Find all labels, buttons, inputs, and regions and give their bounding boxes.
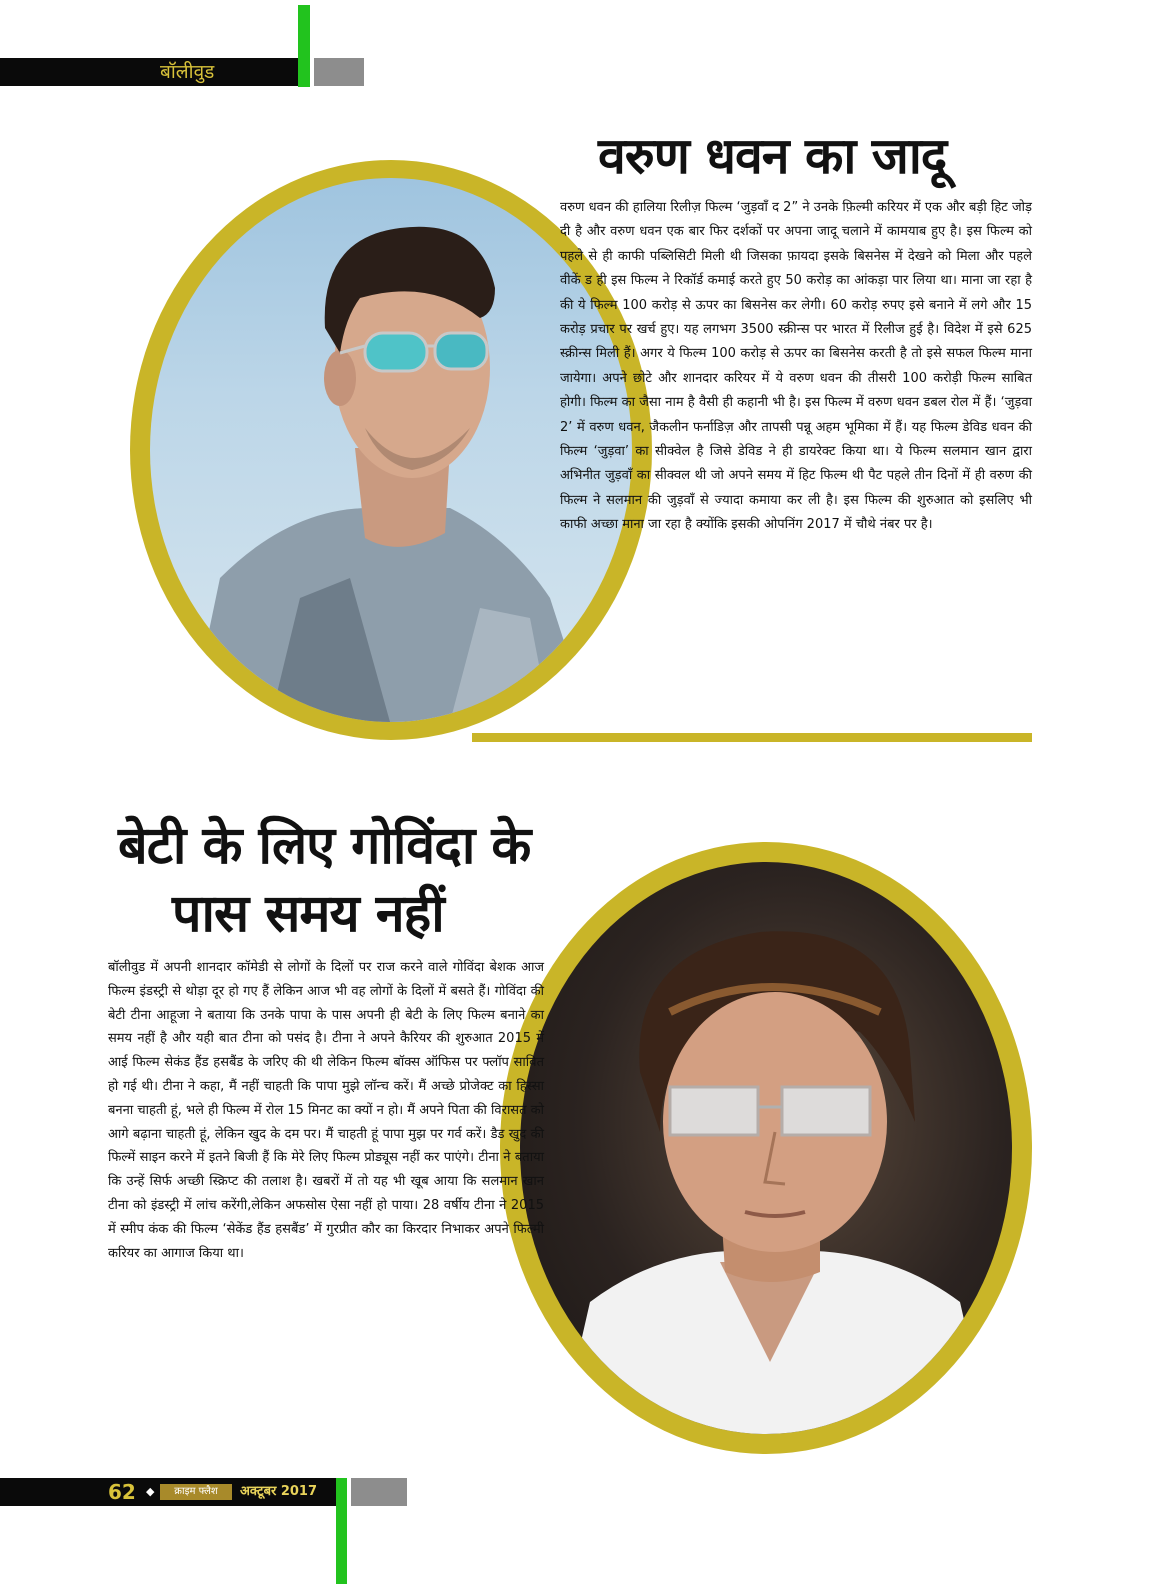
article-2-body: बॉलीवुड में अपनी शानदार कॉमेडी से लोगों के दिलों पर राज करने वाले गोविंदा बेशक आज फिल्म इंडस्ट्री से थोड़ा दूर हो गए हैं लेकिन आज भी वह लोगों के दिलों में बसते हैं। गोविंदा की बेटी टीना आहूजा ने बताया कि उनके पापा के पास अपनी ही बेटी के लिए फिल्म बनाने का समय नहीं है और यही बात टीना को पसंद है। टीना ने अपने कैरियर की शुरुआत 2015 में आई फिल्म सेकंड हैंड हसबैंड के जरिए की थी लेकिन फिल्म बॉक्स ऑफिस पर फ्लॉप साबित हो गई थी। टीना ने कहा, मैं नहीं चाहती कि पापा मुझे लॉन्च करें। मैं अच्छे प्रोजेक्ट का हिस्सा बनना चाहती हूं, भले ही फिल्म में रोल 15 मिनट का क्यों न हो। मैं अपने पिता की विरासत को आगे बढ़ाना चाहती हूं, लेकिन खुद के दम पर। मैं चाहती हूं पापा मुझ पर गर्व करें। डैड खुद की फिल्में साइन करने में इतने बिजी हैं कि मेरे लिए फिल्म प्रोड्यूस नहीं कर पाएंगे। टीना ने बताया कि उन्हें सिर्फ अच्छी स्क्रिप्ट की तलाश है। खबरों में तो यह भी खूब आया कि सलमान खान टीना को इंडस्ट्री में लांच करेंगी,लेकिन अफसोस ऐसा नहीं हो पाया। 28 वर्षीय टीना ने 2015 में स्मीप कंक की फिल्म ‘सेकेंड हैंड हसबैंड’ में गुरप्रीत कौर का किरदार निभाकर अपने फिल्मी करियर का आगाज किया था। bbox=[108, 960, 544, 1261]
page-number: 62 bbox=[108, 1480, 136, 1504]
article-2-title-line-2: पास समय नहीं bbox=[172, 884, 444, 944]
footer-green-rule bbox=[336, 1478, 347, 1584]
issue-date: अक्टूबर 2017 bbox=[240, 1484, 318, 1499]
govinda-photo bbox=[520, 862, 1012, 1434]
portrait-illustration-2 bbox=[520, 862, 1012, 1434]
article-2-title-line-1: बेटी के लिए गोविंदा के bbox=[118, 816, 531, 876]
section-label: बॉलीवुड bbox=[160, 61, 215, 83]
article-1-underline-bar bbox=[472, 733, 1032, 742]
footer-gray-block bbox=[351, 1478, 407, 1506]
header-gray-block bbox=[314, 58, 364, 86]
header-green-rule bbox=[298, 5, 310, 87]
article-1-body: वरुण धवन की हालिया रिलीज़ फिल्म ‘जुड़वाँ द 2” ने उनके फ़िल्मी करियर में एक और बड़ी हिट जोड़ दी है और वरुण धवन एक बार फिर दर्शकों पर अपना जादू चलाने में कामयाब हुए है। इस फिल्म को पहले से ही काफी पब्लिसिटी मिली थी जिसका फ़ायदा इसके बिसनेस में देखने को मिला और पहले वीकें ड ही इस फिल्म ने रिकॉर्ड कमाई करते हुए 50 करोड़ का आंकड़ा पार लिया था। माना जा रहा है की ये फिल्म 100 करोड़ से ऊपर का बिसनेस कर लेगी। 60 करोड़ रुपए इसे बनाने में लगे और 15 करोड़ प्रचार पर खर्च हुए। यह लगभग 3500 स्क्रीन्स पर भारत में रिलीज हुई है। विदेश में इसे 625 स्क्रीन्स मिली हैं। अगर ये फिल्म 100 करोड़ से ऊपर का बिसनेस करती है तो इसे सफल फिल्म माना जायेगा। अपने छोटे और शानदार करियर में ये वरुण धवन की तीसरी 100 करोड़ी फिल्म साबित होगी। फिल्म का जैसा नाम है वैसी ही कहानी भी है। इस फिल्म में वरुण धवन डबल रोल में हैं। ‘जुड़वा 2’ में वरुण धवन, जैकलीन फर्नाडिज़ और तापसी पन्नू अहम भूमिका में हैं। यह फिल्म डेविड धवन की फिल्म ‘जुड़वा’ का सीक्वेल है जिसे डेविड ने ही डायरेक्ट किया था। ये फिल्म सलमान खान द्वारा अभिनीत जुड़वाँ का सीक्वल थी जो अपने समय में हिट फिल्म थी पैट पहले तीन दिनों में ही वरुण की फिल्म ने सलमान की जुड़वाँ से ज्यादा कमाया कर ली है। इस फिल्म की शुरुआत को इसलिए भी काफी अच्छा माना जा रहा है क्योंकि इसकी ओपनिंग 2017 में चौथे नंबर पर है। bbox=[560, 200, 1032, 533]
header-black-bar bbox=[0, 58, 298, 86]
magazine-logo: क्राइम फ्लैश bbox=[160, 1484, 232, 1500]
article-1-title: वरुण धवन का जादू bbox=[598, 127, 947, 185]
footer-bullet-icon: ◆ bbox=[146, 1485, 155, 1498]
